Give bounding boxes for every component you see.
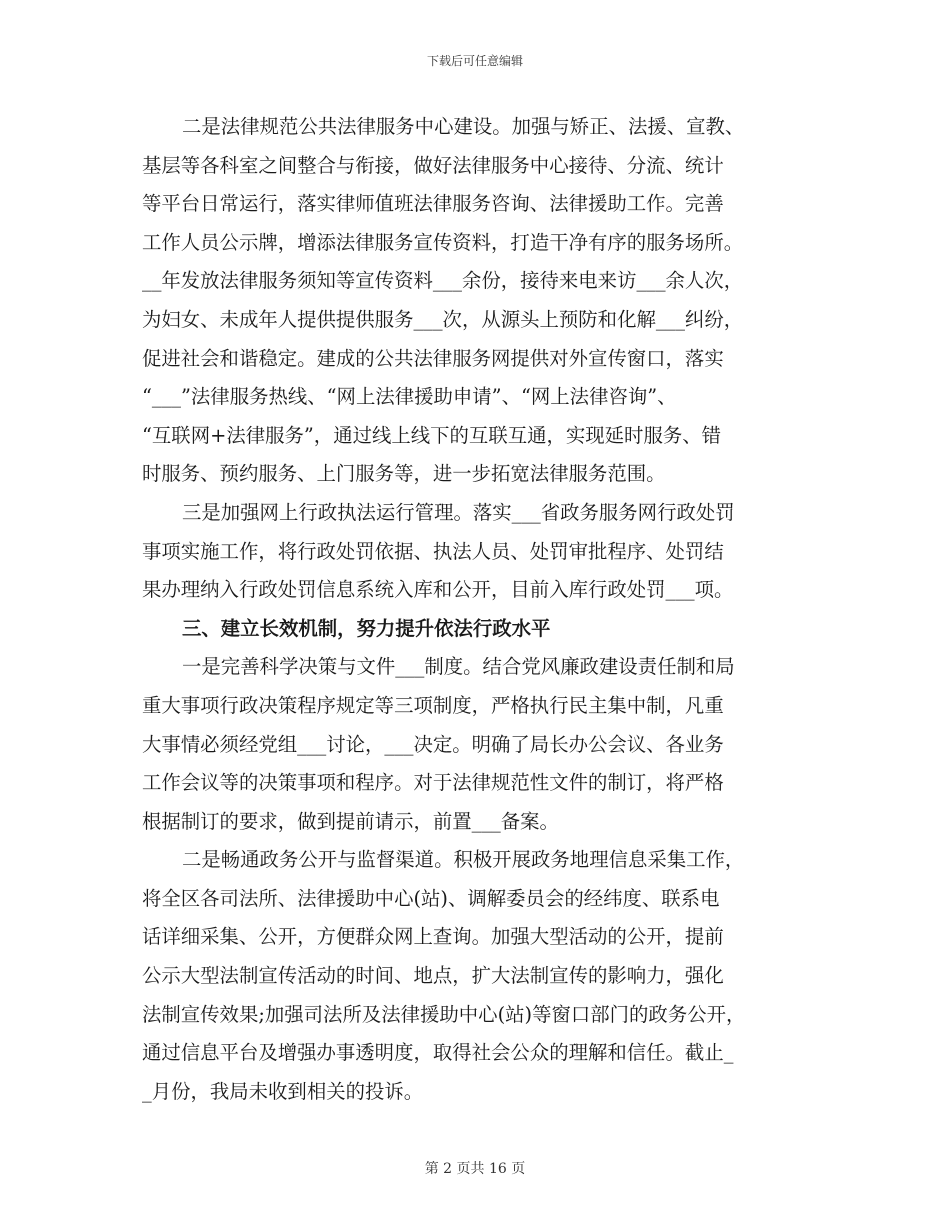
paragraph-line: “___”法律服务热线、“网上法律援助申请”、“网上法律咨询”、 (142, 385, 677, 409)
paragraph-line: 大事情必须经党组___讨论，___决定。明确了局长办公会议、各业务 (142, 732, 724, 756)
section-heading: 三、建立长效机制，努力提升依法行政水平 (182, 616, 551, 640)
paragraph-line: 三是加强网上行政执法运行管理。落实___省政务服务网行政处罚 (182, 500, 735, 524)
paragraph-line: 法制宣传效果;加强司法所及法律援助中心(站)等窗口部门的政务公开， (142, 1002, 746, 1026)
paragraph-line: 工作人员公示牌，增添法律服务宣传资料，打造干净有序的服务场所。 (142, 230, 744, 254)
paragraph-line: 等平台日常运行，落实律师值班法律服务咨询、法律援助工作。完善 (142, 192, 724, 216)
paragraph-line: 基层等各科室之间整合与衔接，做好法律服务中心接待、分流、统计 (142, 153, 724, 177)
paragraph-line: “互联网+法律服务”，通过线上线下的互联互通，实现延时服务、错 (142, 423, 722, 447)
paragraph-line: 时服务、预约服务、上门服务等，进一步拓宽法律服务范围。 (142, 462, 666, 486)
paragraph-line: 通过信息平台及增强办事透明度，取得社会公众的理解和信任。截止_ (142, 1041, 734, 1065)
paragraph-line: 一是完善科学决策与文件___制度。结合党风廉政建设责任制和局 (182, 655, 735, 679)
paragraph-line: 工作会议等的决策事项和程序。对于法律规范性文件的制订，将严格 (142, 771, 724, 795)
paragraph-line: 事项实施工作，将行政处罚依据、执法人员、处罚审批程序、处罚结 (142, 539, 724, 563)
paragraph-line: 为妇女、未成年人提供提供服务___次，从源头上预防和化解___纠纷， (142, 307, 744, 331)
paragraph-line: 果办理纳入行政处罚信息系统入库和公开，目前入库行政处罚___项。 (142, 578, 734, 602)
paragraph-line: 公示大型法制宣传活动的时间、地点，扩大法制宣传的影响力，强化 (142, 964, 724, 988)
page-footer-number: 第 2 页共 16 页 (424, 1161, 526, 1177)
paragraph-line: __年发放法律服务须知等宣传资料___余份，接待来电来访___余人次， (142, 269, 744, 293)
paragraph-line: 根据制订的要求，做到提前请示，前置___备案。 (142, 809, 559, 833)
page-header-note: 下载后可任意编辑 (426, 54, 523, 68)
paragraph-line: _月份，我局未收到相关的投诉。 (142, 1079, 424, 1103)
paragraph-line: 二是法律规范公共法律服务中心建设。加强与矫正、法援、宣教、 (182, 115, 745, 138)
paragraph-line: 将全区各司法所、法律援助中心(站)、调解委员会的经纬度、联系电 (142, 886, 720, 910)
paragraph-line: 话详细采集、公开，方便群众网上查询。加强大型活动的公开，提前 (142, 925, 724, 949)
document-body (142, 108, 817, 1111)
paragraph-line: 重大事项行政决策程序规定等三项制度，严格执行民主集中制，凡重 (142, 693, 724, 717)
paragraph-line: 促进社会和谐稳定。建成的公共法律服务网提供对外宣传窗口，落实 (142, 346, 724, 370)
paragraph-line: 二是畅通政务公开与监督渠道。积极开展政务地理信息采集工作， (182, 848, 745, 872)
